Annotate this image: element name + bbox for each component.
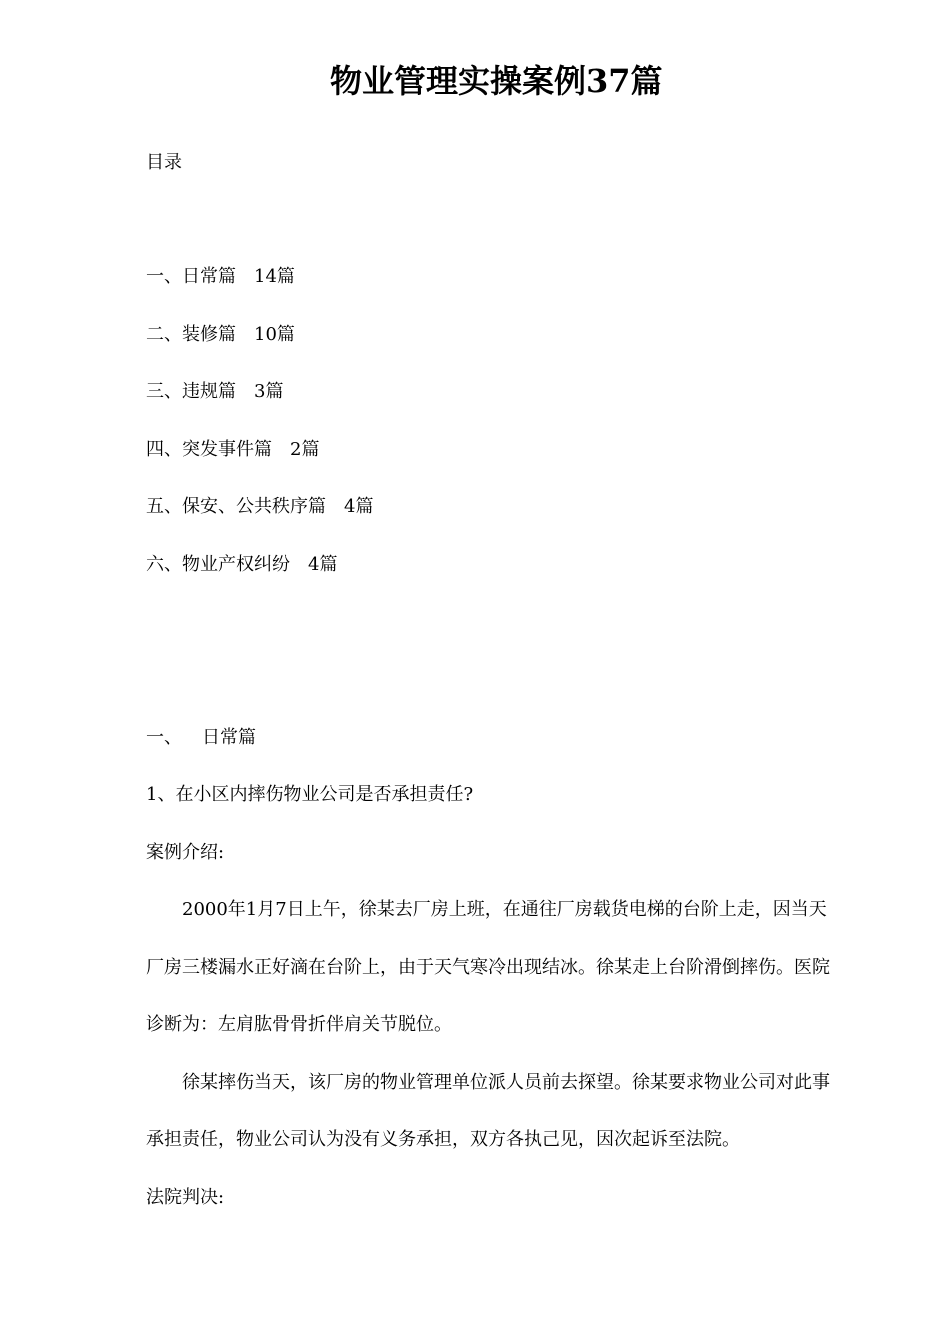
toc-item-3 [146, 380, 283, 404]
case-paragraph-2-line-2: 承担责任，物业公司认为没有义务承担，双方各执己见，因次起诉至法院。 [146, 1129, 740, 1150]
section-name: 日常篇 [202, 727, 256, 748]
toc-item-label: 五、保安、公共秩序篇 [146, 496, 326, 517]
case-paragraph-2-line-1: 徐某摔伤当天，该厂房的物业管理单位派人员前去探望。徐某要求物业公司对此事 [182, 1072, 830, 1093]
case-question: 1、在小区内摔伤物业公司是否承担责任? [146, 784, 474, 805]
toc-item-count: 4篇 [308, 554, 338, 575]
toc-item-label: 三、违规篇 [146, 381, 236, 402]
toc-item-count: 4篇 [344, 496, 374, 517]
toc-heading: 目录 [146, 152, 182, 173]
toc-item-count: 14篇 [254, 266, 295, 287]
toc-item-count: 2篇 [290, 439, 320, 460]
case-paragraph-1-line-3: 诊断为：左肩肱骨骨折伴肩关节脱位。 [146, 1014, 452, 1035]
toc-item-label: 二、装修篇 [146, 324, 236, 345]
section-heading [146, 726, 256, 750]
toc-item-label: 一、日常篇 [146, 266, 236, 287]
toc-item-2 [146, 323, 295, 347]
document-title: 物业管理实操案例37篇 [330, 62, 663, 100]
toc-item-count: 10篇 [254, 324, 295, 345]
toc-item-1 [146, 265, 295, 289]
toc-item-label: 四、突发事件篇 [146, 439, 272, 460]
toc-item-5 [146, 495, 373, 519]
toc-item-label: 六、物业产权纠纷 [146, 554, 290, 575]
section-number: 一、 [146, 727, 182, 748]
case-paragraph-1-line-2: 厂房三楼漏水正好滴在台阶上，由于天气寒冷出现结冰。徐某走上台阶滑倒摔伤。医院 [146, 957, 830, 978]
case-intro-label: 案例介绍: [146, 842, 225, 863]
case-paragraph-1-line-1: 2000年1月7日上午，徐某去厂房上班，在通往厂房载货电梯的台阶上走，因当天 [182, 899, 827, 920]
verdict-label: 法院判决: [146, 1187, 225, 1208]
toc-item-6 [146, 553, 337, 577]
toc-item-count: 3篇 [254, 381, 284, 402]
toc-item-4 [146, 438, 319, 462]
